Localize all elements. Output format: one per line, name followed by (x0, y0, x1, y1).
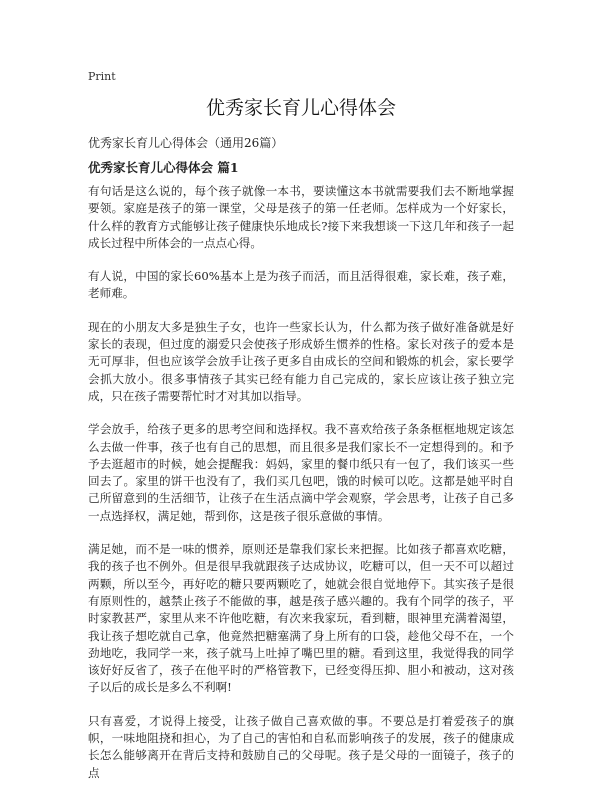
document-subtitle: 优秀家长育儿心得体会（通用26篇） (88, 136, 284, 150)
paragraph-2: 有人说，中国的家长60%基本上是为孩子而活，而且活得很难，家长难，孩子难，老师难。 (88, 269, 514, 301)
paragraph-4: 学会放手，给孩子更多的思考空间和选择权。我不喜欢给孩子条条框框地规定该怎么去做一件事，孩子也有自己的思想，而且很多是我们家长不一定想得到的。和予予去逛超市的时候，她会提醒我：妈妈，家里的餐巾纸只有一包了，我们该买一些回去了。家里的饼干也没有了，我们买几包吧，饿的时候可以吃。这都是她平时自己所留意到的生活细节，让孩子在生活点滴中学会观察，学会思考，让孩子自己多一点选择权，满足她，帮到你，这是孩子很乐意做的事情。 (88, 422, 514, 523)
paragraph-1: 有句话是这么说的，每个孩子就像一本书，要读懂这本书就需要我们去不断地掌握要领。家庭是孩子的第一课堂，父母是孩子的第一任老师。怎样成为一个好家长，什么样的教育方式能够让孩子健康快乐地成长?接下来我想谈一下这几年和孩子一起成长过程中所体会的一点点心得。 (88, 184, 514, 250)
paragraph-3: 现在的小朋友大多是独生子女，也许一些家长认为，什么都为孩子做好准备就是好家长的表现，但过度的溺爱只会使孩子形成娇生惯养的性格。家长对孩子的爱本是无可厚非，但也应该学会放手让孩子更多自由成长的空间和锻炼的机会，家长要学会抓大放小。很多事情孩子其实已经有能力自己完成的，家长应该让孩子独立完成，只在孩子需要帮忙时才对其加以指导。 (88, 319, 514, 403)
section-heading: 优秀家长育儿心得体会 篇1 (88, 160, 239, 175)
paragraph-6: 只有喜爱，才说得上接受，让孩子做自己喜欢做的事。不要总是打着爱孩子的旗帜，一味地阻挠和担心，为了自己的害怕和自私而影响孩子的发展，孩子的健康成长怎么能够离开在背后支持和鼓励自己的父母呢。孩子是父母的一面镜子，孩子的点 (88, 713, 514, 780)
paragraph-5: 满足她，而不是一味的惯养，原则还是靠我们家长来把握。比如孩子都喜欢吃糖，我的孩子也不例外。但是很早我就跟孩子达成协议，吃糖可以，但一天不可以超过两颗，所以至今，再好吃的糖只要两颗吃了，她就会很自觉地停下。其实孩子是很有原则性的，越禁止孩子不能做的事，越是孩子感兴趣的。我有个同学的孩子，平时家教甚严，家里从来不许他吃糖，有次来我家玩，看到糖，眼神里充满着渴望，我让孩子想吃就自己拿，他竟然把糖塞满了身上所有的口袋，趁他父母不在，一个劲地吃，我同学一来，孩子就马上吐掉了嘴巴里的糖。看到这里，我觉得我的同学该好好反省了，孩子在他平时的严格管教下，已经变得压抑、胆小和被动，这对孩子以后的成长是多么不利啊! (88, 542, 514, 695)
article-body (88, 183, 514, 798)
page-title: 优秀家长育儿心得体会 (205, 97, 396, 119)
print-link[interactable]: Print (88, 70, 116, 83)
